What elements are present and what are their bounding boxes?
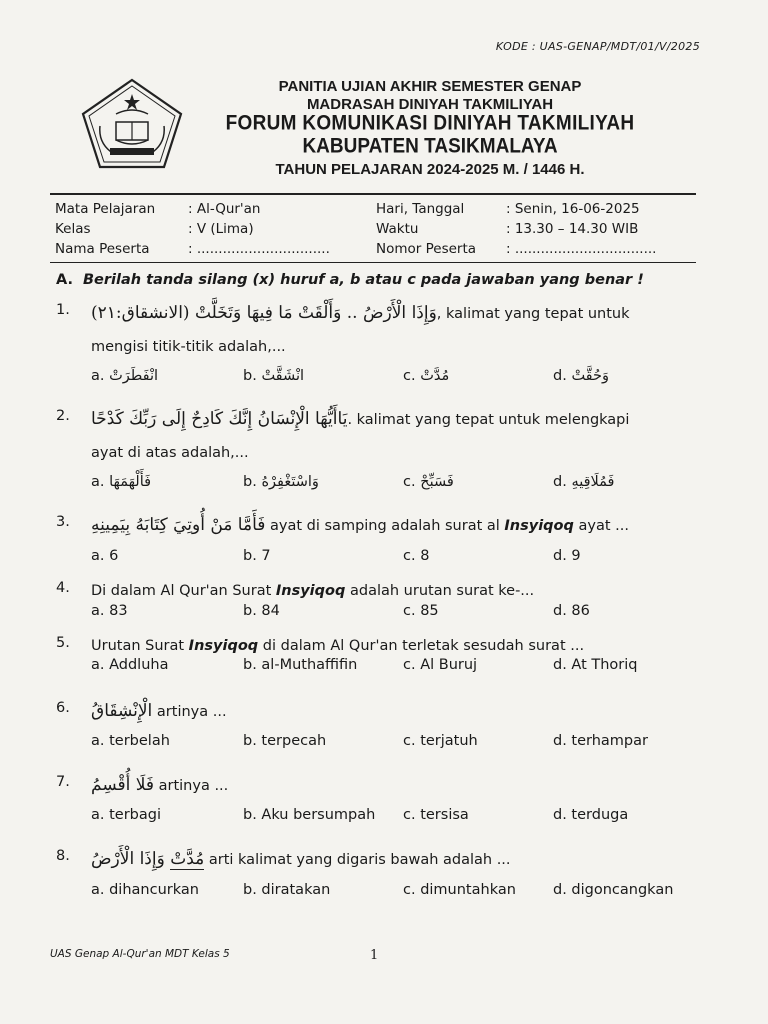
- subject-label: Mata Pelajaran: [55, 201, 156, 217]
- arabic-verse: يَاأَيُّهَا الْإِنْسَانُ إِنَّكَ كَادِحٌ إِلَى رَبِّكَ كَدْحًا: [91, 409, 348, 429]
- option-a[interactable]: a. Addluha: [91, 657, 169, 673]
- option-c[interactable]: c. dimuntahkan: [403, 882, 516, 898]
- option-b[interactable]: b. 84: [243, 603, 280, 619]
- forum-name: FORUM KOMUNIKASI DINIYAH TAKMILIYAH: [225, 111, 635, 135]
- option-a[interactable]: a. terbagi: [91, 807, 161, 823]
- option-b[interactable]: b. diratakan: [243, 882, 331, 898]
- participant-name-field[interactable]: : ...............................: [188, 241, 330, 257]
- question-number: 4.: [56, 580, 70, 596]
- participant-number-label: Nomor Peserta: [376, 241, 477, 257]
- option-d[interactable]: d. فَمُلَاقِيهِ: [553, 474, 615, 490]
- question-prompt-line2: mengisi titik-titik adalah,...: [91, 339, 286, 355]
- madrasah-name: MADRASAH DINIYAH TAKMILIYAH: [306, 96, 554, 113]
- question-text: [91, 774, 711, 797]
- time-value: : 13.30 – 14.30 WIB: [506, 221, 639, 237]
- question-number: 2.: [56, 408, 70, 424]
- arabic-verse: فَأَمَّا مَنْ أُوتِيَ كِتَابَهُ بِيَمِينِهِ: [91, 515, 266, 535]
- option-a[interactable]: a. فَأَلْهَمَهَا: [91, 474, 152, 490]
- option-c[interactable]: c. tersisa: [403, 807, 469, 823]
- arabic-verse: [91, 849, 204, 870]
- page-number: 1: [370, 948, 379, 963]
- arabic-word: الْإِنْشِقَاقُ: [91, 701, 153, 721]
- exam-header: [190, 78, 670, 180]
- question-text: [91, 302, 711, 325]
- question-number: 6.: [56, 700, 70, 716]
- question-prompt-end: ayat ...: [573, 518, 629, 534]
- question-text: [91, 848, 711, 871]
- question-prompt-end: adalah urutan surat ke-...: [345, 583, 535, 599]
- option-b[interactable]: b. Aku bersumpah: [243, 807, 376, 823]
- question-prompt: , kalimat yang tepat untuk: [436, 306, 630, 322]
- info-divider: [50, 262, 696, 263]
- option-b[interactable]: b. انْشَقَّتْ: [243, 368, 305, 384]
- time-label: Waktu: [376, 221, 419, 237]
- option-a[interactable]: a. terbelah: [91, 733, 170, 749]
- institution-logo-icon: [80, 78, 184, 170]
- subject-value: : Al-Qur'an: [188, 201, 261, 217]
- option-c[interactable]: c. 85: [403, 603, 439, 619]
- option-c[interactable]: c. فَسَبِّحْ: [403, 474, 454, 490]
- question-prompt: artinya ...: [154, 778, 229, 794]
- participant-number-field[interactable]: : .................................: [506, 241, 657, 257]
- arabic-verse: وَإِذَا الْأَرْضُ .. وَأَلْقَتْ مَا فِيهَا وَتَخَلَّتْ (الانشقاق:٢١): [91, 303, 437, 323]
- option-a[interactable]: a. 6: [91, 548, 119, 564]
- question-number: 1.: [56, 302, 70, 318]
- option-c[interactable]: c. Al Buruj: [403, 657, 478, 673]
- question-prompt: ayat di samping adalah surat al: [265, 518, 505, 534]
- option-d[interactable]: d. 86: [553, 603, 590, 619]
- option-d[interactable]: d. digoncangkan: [553, 882, 674, 898]
- surah-name: Insyiqoq: [504, 518, 574, 534]
- arabic-word: فَلَا أُقْسِمُ: [91, 775, 155, 795]
- participant-name-label: Nama Peserta: [55, 241, 150, 257]
- arabic-phrase: وَإِذَا الْأَرْضُ: [91, 849, 165, 869]
- question-prompt: Di dalam Al Qur'an Surat: [91, 583, 276, 599]
- question-number: 3.: [56, 514, 70, 530]
- option-a[interactable]: a. 83: [91, 603, 128, 619]
- option-d[interactable]: d. 9: [553, 548, 581, 564]
- section-letter: A.: [56, 272, 73, 288]
- question-number: 5.: [56, 635, 70, 651]
- question-text: [91, 408, 711, 431]
- class-value: : V (Lima): [188, 221, 254, 237]
- question-prompt: artinya ...: [152, 704, 227, 720]
- academic-year: TAHUN PELAJARAN 2024-2025 M. / 1446 H.: [275, 161, 585, 178]
- question-number: 7.: [56, 774, 70, 790]
- header-divider: [50, 193, 696, 195]
- question-text: [91, 635, 711, 657]
- option-a[interactable]: a. انْفَطَرَتْ: [91, 368, 159, 384]
- option-c[interactable]: c. terjatuh: [403, 733, 478, 749]
- option-d[interactable]: d. terhampar: [553, 733, 648, 749]
- surah-name: Insyiqoq: [188, 638, 259, 654]
- committee-title: PANITIA UJIAN AKHIR SEMESTER GENAP: [278, 78, 582, 95]
- option-a[interactable]: a. dihancurkan: [91, 882, 199, 898]
- option-b[interactable]: b. 7: [243, 548, 271, 564]
- option-b[interactable]: b. al-Muthaffifin: [243, 657, 358, 673]
- question-number: 8.: [56, 848, 70, 864]
- document-code: KODE : UAS-GENAP/MDT/01/V/2025: [495, 40, 700, 53]
- option-d[interactable]: d. At Thoriq: [553, 657, 638, 673]
- surah-name: Insyiqoq: [275, 583, 346, 599]
- page-footer: UAS Genap Al-Qur'an MDT Kelas 5: [50, 948, 230, 960]
- option-b[interactable]: b. وَاسْتَغْفِرْهُ: [243, 474, 319, 490]
- class-label: Kelas: [55, 221, 91, 237]
- option-b[interactable]: b. terpecah: [243, 733, 327, 749]
- section-heading: [56, 272, 644, 288]
- option-c[interactable]: c. 8: [403, 548, 430, 564]
- date-label: Hari, Tanggal: [376, 201, 465, 217]
- info-left: [55, 199, 330, 259]
- regency-name: KABUPATEN TASIKMALAYA: [302, 134, 558, 159]
- question-prompt: Urutan Surat: [91, 638, 189, 654]
- question-prompt: arti kalimat yang digaris bawah adalah ...: [204, 852, 511, 868]
- question-prompt-line2: ayat di atas adalah,...: [91, 445, 249, 461]
- question-prompt: . kalimat yang tepat untuk melengkapi: [347, 412, 630, 428]
- section-instruction: Berilah tanda silang (x) huruf a, b atau c pada jawaban yang benar !: [83, 272, 644, 288]
- option-c[interactable]: c. مُدَّتْ: [403, 368, 450, 384]
- question-text: [91, 700, 711, 723]
- question-text: [91, 514, 711, 537]
- underlined-word: مُدَّتْ: [170, 849, 205, 869]
- option-d[interactable]: d. وَحُقَّتْ: [553, 368, 609, 384]
- question-prompt-end: di dalam Al Qur'an terletak sesudah surat ...: [258, 638, 585, 654]
- option-d[interactable]: d. terduga: [553, 807, 629, 823]
- info-right: [376, 199, 656, 259]
- question-text: [91, 580, 711, 602]
- date-value: : Senin, 16-06-2025: [506, 201, 640, 217]
